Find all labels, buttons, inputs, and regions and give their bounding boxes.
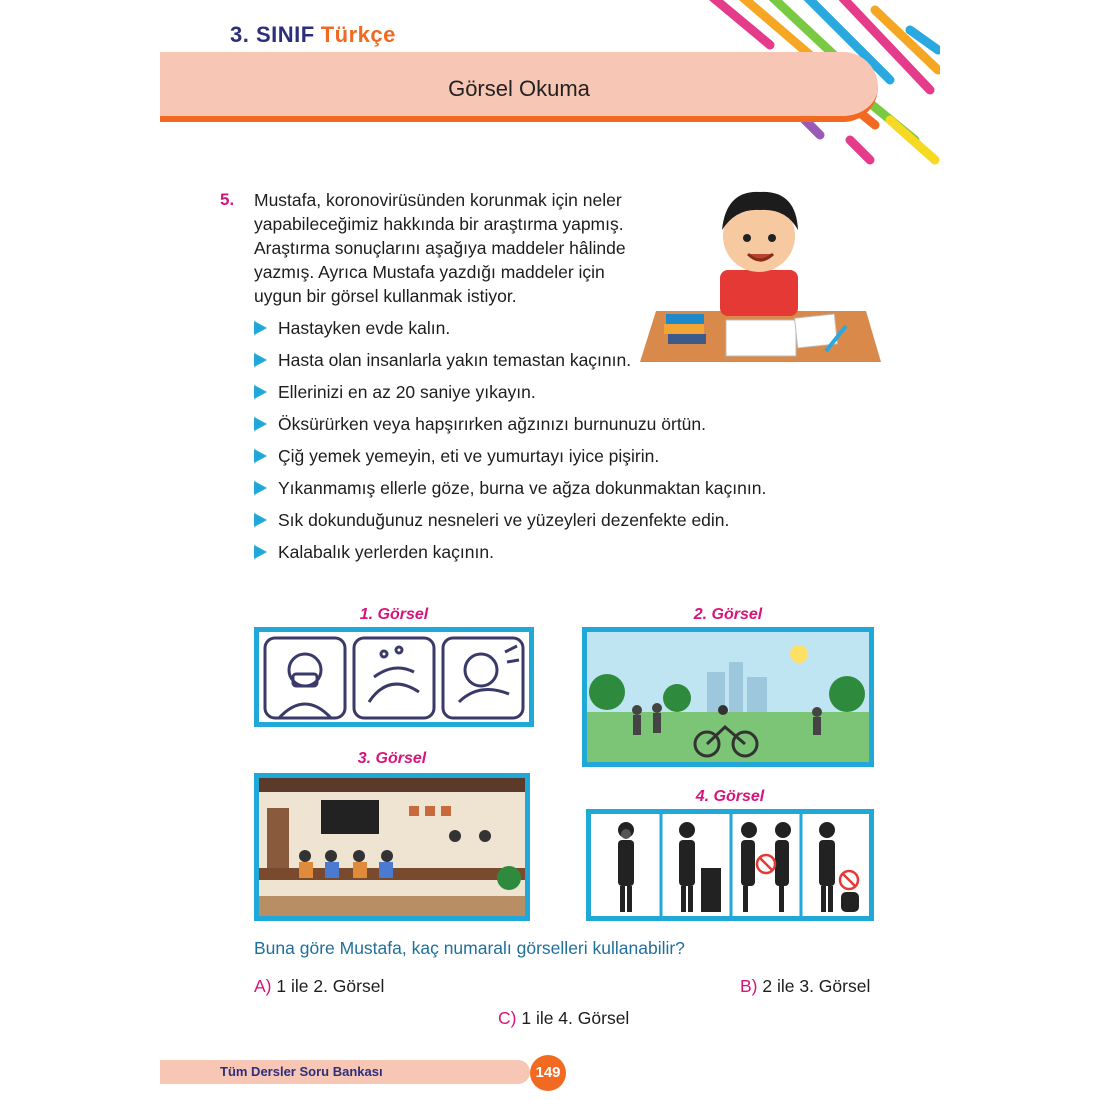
image-4-caption: 4. Görsel bbox=[695, 788, 765, 805]
list-item: Çiğ yemek yemeyin, eti ve yumurtayı iyice pişirin. bbox=[254, 444, 854, 468]
page-number: 149 bbox=[530, 1055, 566, 1091]
grade-text: 3. SINIF bbox=[230, 22, 315, 47]
option-b-letter: B) bbox=[740, 976, 758, 996]
list-item: Öksürürken veya hapşırırken ağzınızı burnunuzu örtün. bbox=[254, 412, 854, 436]
list-item: Sık dokunduğunuz nesneleri ve yüzeyleri dezenfekte edin. bbox=[254, 508, 854, 532]
image-2 bbox=[582, 627, 874, 767]
option-a-text: 1 ile 2. Görsel bbox=[276, 976, 385, 996]
triangle-bullet-icon bbox=[254, 321, 267, 335]
image-3 bbox=[254, 773, 530, 921]
triangle-bullet-icon bbox=[254, 385, 267, 399]
subject-text: Türkçe bbox=[320, 22, 396, 47]
triangle-bullet-icon bbox=[254, 353, 267, 367]
question-number: 5. bbox=[220, 190, 235, 209]
image-2-caption: 2. Görsel bbox=[693, 606, 763, 623]
image-3-caption: 3. Görsel bbox=[357, 750, 427, 767]
option-a[interactable] bbox=[254, 976, 384, 997]
list-item: Yıkanmamış ellerle göze, burna ve ağza dokunmaktan kaçının. bbox=[254, 476, 854, 500]
book-title: Tüm Dersler Soru Bankası bbox=[220, 1064, 383, 1079]
precaution-pictogram-icon bbox=[591, 814, 869, 916]
park-crowd-illustration bbox=[587, 632, 869, 762]
option-b[interactable] bbox=[740, 976, 870, 997]
section-title: Görsel Okuma bbox=[448, 76, 590, 101]
triangle-bullet-icon bbox=[254, 545, 267, 559]
question-text: Mustafa, koronovirüsünden korunmak için neler yapabileceğimiz hakkında bir araştırma yapmış. Araştırma sonuçlarını aşağıya maddeler hâlinde yazmış. Ayrıca Mustafa yazdığı maddeler için uygun bir görsel kullanmak istiyor. bbox=[254, 190, 626, 306]
list-item: Hastayken evde kalın. bbox=[254, 316, 854, 340]
triangle-bullet-icon bbox=[254, 449, 267, 463]
option-a-letter: A) bbox=[254, 976, 272, 996]
image-4 bbox=[586, 809, 874, 921]
option-b-text: 2 ile 3. Görsel bbox=[762, 976, 871, 996]
grade-label bbox=[230, 22, 396, 48]
image-1 bbox=[254, 627, 534, 727]
option-c-text: 1 ile 4. Görsel bbox=[521, 1008, 630, 1028]
triangle-bullet-icon bbox=[254, 481, 267, 495]
image-1-caption: 1. Görsel bbox=[359, 606, 429, 623]
triangle-bullet-icon bbox=[254, 417, 267, 431]
advice-list bbox=[254, 316, 854, 572]
question-prompt: Buna göre Mustafa, kaç numaralı görselleri kullanabilir? bbox=[254, 938, 685, 958]
list-item: Hasta olan insanlarla yakın temastan kaçının. bbox=[254, 348, 634, 372]
list-item: Kalabalık yerlerden kaçının. bbox=[254, 540, 854, 564]
hygiene-pictogram-icon bbox=[259, 632, 529, 722]
triangle-bullet-icon bbox=[254, 513, 267, 527]
option-c-letter: C) bbox=[498, 1008, 517, 1028]
list-item: Ellerinizi en az 20 saniye yıkayın. bbox=[254, 380, 854, 404]
cafe-crowd-illustration bbox=[259, 778, 525, 916]
option-c[interactable] bbox=[498, 1008, 629, 1029]
